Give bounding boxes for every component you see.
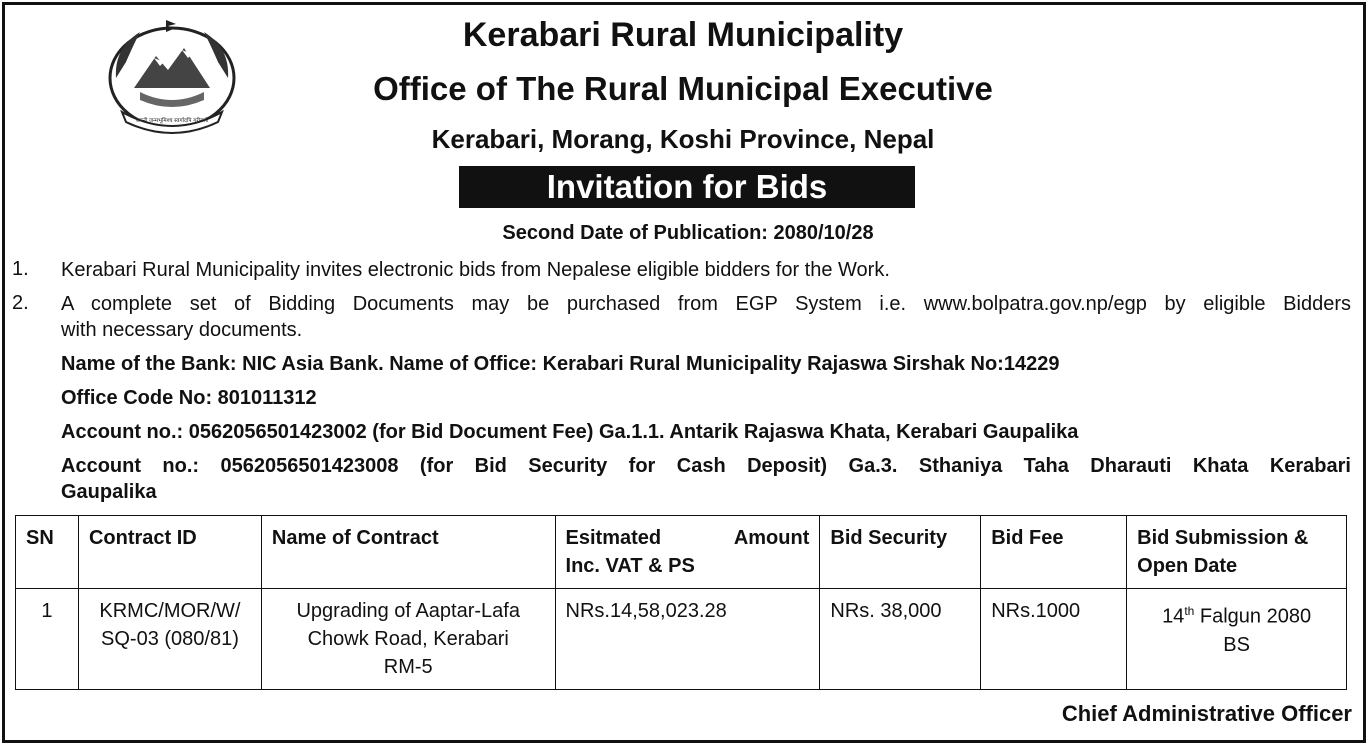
municipality-title: Kerabari Rural Municipality [462,16,904,54]
cell-submission-date [1127,589,1347,690]
cell-bid-security: NRs. 38,000 [820,589,981,690]
col-amount-word1: Esitmated [565,527,662,549]
table-header-row [16,516,1347,589]
col-contract-id: Contract ID [78,516,261,589]
contract-id-part: KRMC/MOR/W/ [99,600,241,622]
cell-amount: NRs.14,58,023.28 [555,589,820,690]
table-row [16,589,1347,690]
cell-contract-id [78,589,261,690]
date-suffix: th [1184,604,1195,618]
publication-date: Second Date of Publication: 2080/10/28 [502,222,874,244]
item-text: Kerabari Rural Municipality invites electronic bids from Nepalese eligible bidders for the Work. [61,259,890,281]
date-era: BS [1223,633,1250,656]
bids-table [15,515,1347,690]
col-bid-security: Bid Security [820,516,981,589]
contract-name-part: RM-5 [383,656,433,678]
col-bid-fee: Bid Fee [981,516,1127,589]
office-code-line: Office Code No: 801011312 [61,387,317,409]
contract-name-part: Upgrading of Aaptar-Lafa [296,600,520,622]
bank-name-line: Name of the Bank: NIC Asia Bank. Name of Office: Kerabari Rural Municipality Rajaswa Sirshak No:14229 [61,353,1060,375]
account-fee-line: Account no.: 0562056501423002 (for Bid Document Fee) Ga.1.1. Antarik Rajaswa Khata, Kerabari Gaupalika [61,421,1079,443]
account-security-line-continued: Gaupalika [61,481,157,503]
invitation-banner: Invitation for Bids [459,166,915,208]
col-sn: SN [16,516,79,589]
office-title: Office of The Rural Municipal Executive [373,70,993,107]
contract-id-part: SQ-03 (080/81) [101,628,239,650]
date-month-year: Falgun 2080 [1194,605,1312,628]
signatory: Chief Administrative Officer [1061,701,1352,726]
item-number: 2. [12,292,29,314]
cell-bid-fee: NRs.1000 [981,589,1127,690]
address-line: Kerabari, Morang, Koshi Province, Nepal [431,124,935,154]
account-security-line: Account no.: 0562056501423008 (for Bid Security for Cash Deposit) Ga.3. Sthaniya Taha Dharauti Khata Kerabari [61,455,1351,477]
date-day: 14 [1162,605,1185,628]
contract-name-part: Chowk Road, Kerabari [307,628,509,650]
col-amount-sub: Inc. VAT & PS [565,555,695,577]
col-contract-name: Name of Contract [261,516,555,589]
cell-contract-name [261,589,555,690]
cell-sn: 1 [16,589,79,690]
item-number: 1. [12,258,29,280]
item-text-continued: with necessary documents. [61,319,303,341]
emblem-motto: जननी जन्मभूमिश्च स्वर्गादपि गरीयसी [135,118,209,124]
col-submission-date: Bid Submission & Open Date [1127,516,1347,589]
col-amount [555,516,820,589]
item-text: A complete set of Bidding Documents may be purchased from EGP System i.e. www.bolpatra.gov.np/egp by eligible Bidders [61,293,1351,315]
col-amount-word2: Amount [733,527,810,549]
